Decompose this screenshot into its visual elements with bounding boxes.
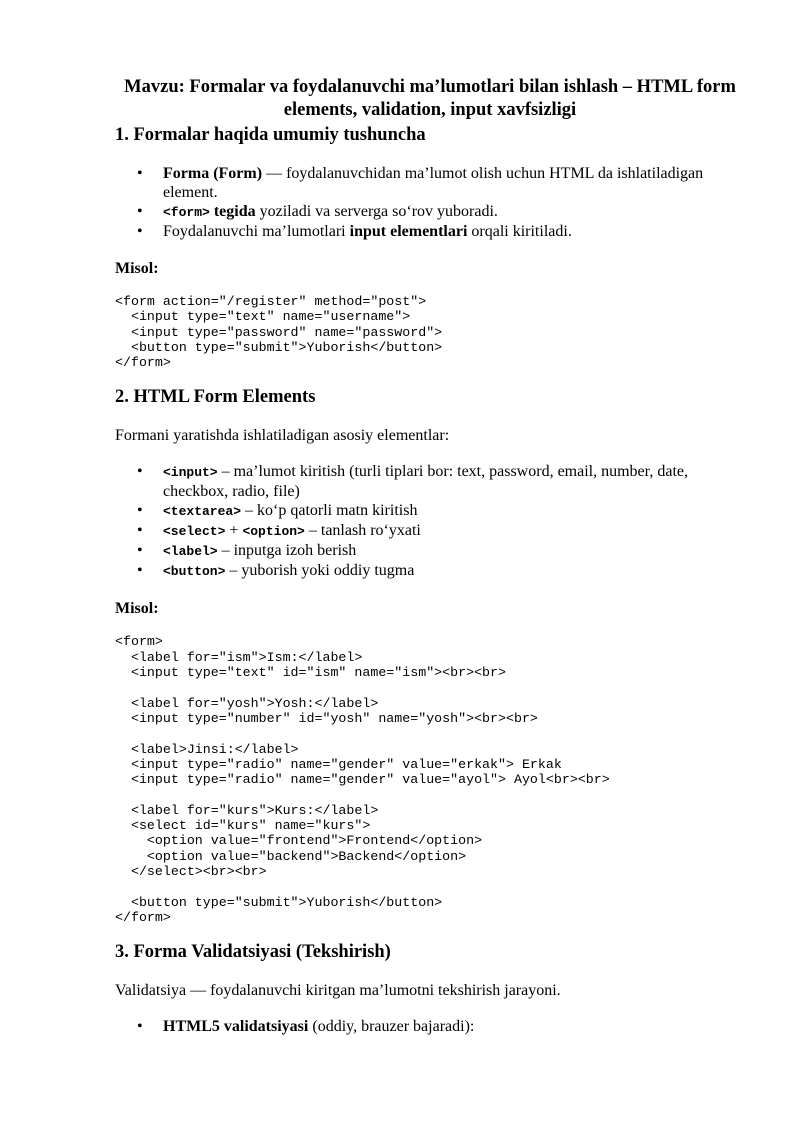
code-block: <form action="/register" method="post"> <input type="text" name="username"> <input type="password" name="password"> <button type="submit">Yuborish</button> </form>	[115, 294, 443, 371]
list-item: • <button> – yuborish yoki oddiy tugma	[137, 562, 415, 580]
example-label: Misol:	[115, 600, 159, 618]
document-page	[115, 76, 745, 1036]
section-3-intro: Validatsiya — foydalanuvchi kiritgan ma’lumotni tekshirish jarayoni.	[115, 982, 561, 1000]
title-line-2: elements, validation, input xavfsizligi	[283, 100, 577, 120]
bullet: •	[137, 203, 143, 220]
list-item: • <form> tegida yoziladi va serverga so‘rov yuboradi.	[137, 203, 498, 220]
list-item: • HTML5 validatsiyasi (oddiy, brauzer bajaradi):	[137, 1018, 475, 1036]
section-1-list	[115, 164, 745, 241]
bullet: •	[137, 542, 143, 560]
list-item: • Forma (Form) — foydalanuvchidan ma’lumot olish uchun HTML da ishlatiladigan element.	[137, 165, 704, 201]
list-item: • <label> – inputga izoh berish	[137, 542, 357, 560]
section-3-heading: 3. Forma Validatsiyasi (Tekshirish)	[115, 942, 391, 963]
section-2-heading: 2. HTML Form Elements	[115, 387, 316, 408]
code-block: <form> <label for="ism">Ism:</label> <input type="text" id="ism" name="ism"><br><br> <label for="yosh">Yosh:</label> <input type="number" id="yosh" name="yosh"><br><br> <label>Jinsi:</label> <input type="radio" name="gender" value="erkak"> Erkak <input type="radio" name="gender" value="ayol"> Ayol<br><br> <label for="kurs">Kurs:</label> <select id="kurs" name="kurs"> <option value="frontend">Frontend</option> <option value="backend">Backend</option> </select><br><br> <button type="submit">Yuborish</button> </form>	[115, 634, 610, 925]
section-3-list	[115, 1017, 745, 1036]
bullet: •	[137, 502, 143, 520]
bullet: •	[137, 562, 143, 580]
list-item: • <select> + <option> – tanlash ro‘yxati	[137, 522, 421, 540]
bullet: •	[137, 463, 143, 481]
list-item: • <textarea> – ko‘p qatorli matn kiritish	[137, 502, 418, 520]
document-title	[115, 76, 745, 122]
bullet: •	[137, 522, 143, 540]
list-item: • Foydalanuvchi ma’lumotlari input elementlari orqali kiritiladi.	[137, 223, 572, 240]
list-item: • <input> – ma’lumot kiritish (turli tiplari bor: text, password, email, number, date, checkbox, radio, file)	[137, 463, 688, 501]
section-2-list	[115, 462, 745, 581]
title-line-1: Mavzu: Formalar va foydalanuvchi ma’lumotlari bilan ishlash – HTML form	[124, 77, 736, 97]
bullet: •	[137, 1018, 143, 1036]
section-2-intro: Formani yaratishda ishlatiladigan asosiy elementlar:	[115, 427, 450, 445]
section-1-heading: 1. Formalar haqida umumiy tushuncha	[115, 125, 426, 145]
example-label: Misol:	[115, 260, 159, 277]
bullet: •	[137, 165, 143, 182]
bullet: •	[137, 223, 143, 240]
